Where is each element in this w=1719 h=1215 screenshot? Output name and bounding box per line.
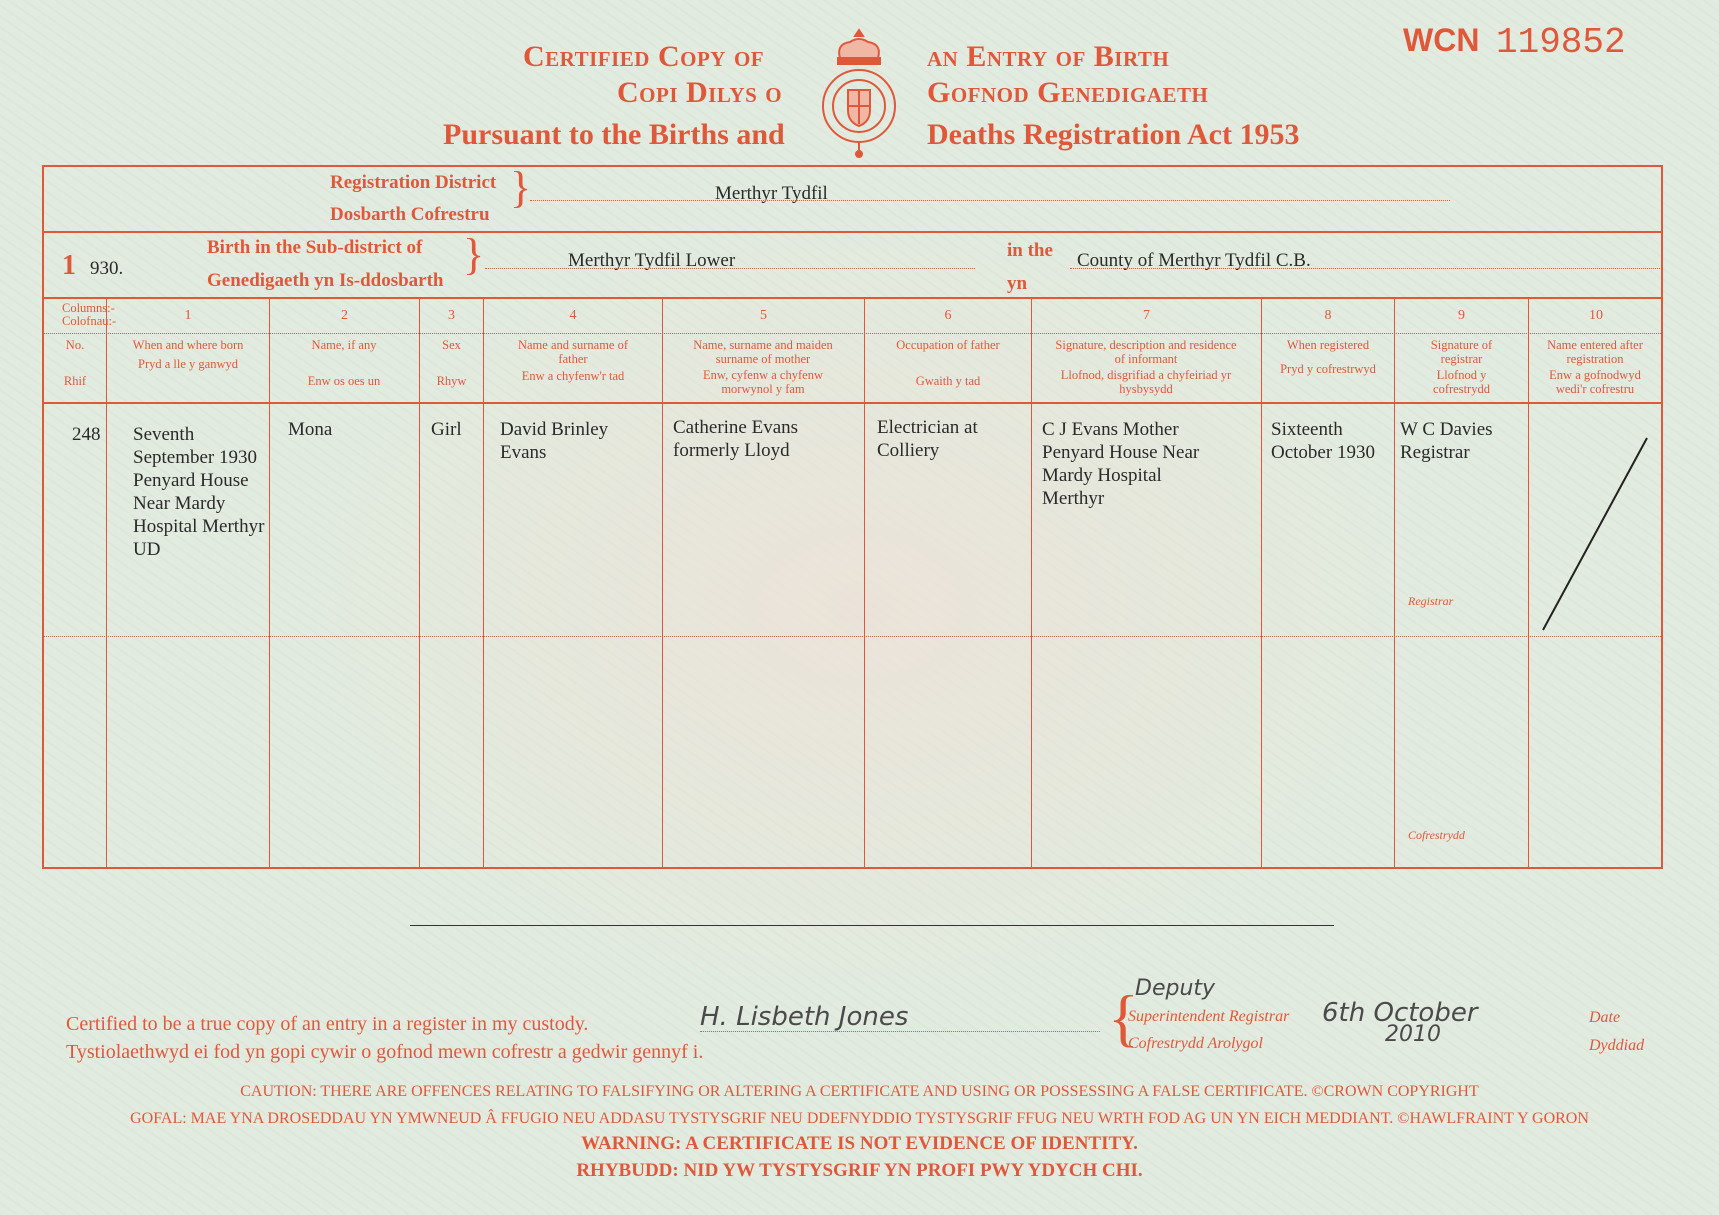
text-line: Catherine Evans (673, 417, 799, 438)
column-rule (1394, 297, 1395, 869)
text-line: Evans (500, 442, 547, 463)
text-line: Sixteenth (1271, 419, 1343, 440)
date-handwritten-1: 6th October (1322, 998, 1478, 1028)
registrar-caption-cy: Cofrestrydd (1408, 828, 1465, 842)
text-line: C J Evans Mother (1042, 419, 1179, 440)
column-number: 8 (1324, 308, 1332, 323)
column-heading (676, 338, 850, 396)
text-line: October 1930 (1271, 442, 1375, 463)
serial-prefix: WCN (1403, 22, 1480, 58)
column-heading-en: When registered (1286, 338, 1370, 352)
column-rule (269, 297, 270, 869)
column-heading-cy: Enw, cyfenw a chyfenw morwynol y fam (703, 368, 823, 396)
entry-registered (1271, 418, 1375, 464)
role-cy: Cofrestrydd Arolygol (1128, 1035, 1263, 1052)
text-line: September 1930 (133, 447, 258, 468)
entry-father (500, 418, 608, 464)
column-heading-cy: Enw os oes un (307, 374, 381, 388)
column-heading-cy: Rhif (63, 374, 87, 388)
text-line: Penyard House (133, 470, 249, 491)
column-rule (1261, 297, 1262, 869)
entry-number: 248 (72, 424, 101, 445)
brace-icon: } (463, 230, 485, 279)
text-line: David Brinley (500, 419, 609, 440)
column-heading (1410, 338, 1513, 396)
entry-informant (1042, 418, 1199, 510)
warning-cy: RHYBUDD: NID YW TYSTYSGRIF YN PROFI PWY YDYCH CHI. (576, 1160, 1143, 1181)
column-heading-cy: Pryd a lle y ganwyd (138, 357, 238, 371)
column-heading-en: When and where born (132, 338, 244, 352)
column-heading (280, 338, 408, 388)
divider (700, 1031, 1100, 1032)
text-line: Registrar (1400, 442, 1470, 463)
cancel-slash-mark (1529, 420, 1663, 640)
divider (530, 200, 1450, 201)
column-heading-cy: Llofnod y cofrestrydd (1433, 368, 1490, 396)
text-line: Merthyr (1042, 488, 1105, 509)
entry-occupation (877, 416, 978, 462)
entry-mother (673, 416, 798, 462)
year-suffix: 930. (90, 258, 124, 279)
column-heading (420, 338, 483, 388)
registrar-signature: H. Lisbeth Jones (700, 1002, 909, 1032)
column-rule (864, 297, 865, 869)
column-heading-en: Sex (442, 338, 461, 352)
column-heading-en: Name, surname and maiden surname of mother (693, 338, 833, 366)
divider (485, 268, 975, 269)
text-line: Penyard House Near (1042, 442, 1200, 463)
header-title-left-3: Pursuant to the Births and (443, 118, 785, 151)
divider (1070, 268, 1660, 269)
column-heading-en: Signature of registrar (1430, 338, 1493, 366)
text-line: Near Mardy (133, 493, 226, 514)
text-line: W C Davies (1400, 419, 1493, 440)
column-heading-cy: Pryd y cofrestrwyd (1280, 362, 1376, 376)
column-number: 10 (1589, 308, 1603, 323)
column-number: 6 (944, 308, 952, 323)
signature-rule (410, 925, 1334, 926)
brace-icon: { (1108, 982, 1139, 1053)
subdistrict-label-cy: Genedigaeth yn Is-ddosbarth (207, 270, 444, 291)
royal-coat-of-arms-icon (818, 28, 900, 158)
header-title-right-3: Deaths Registration Act 1953 (927, 118, 1300, 151)
entry-name: Mona (288, 419, 333, 440)
column-rule (662, 297, 663, 869)
certification-text-en: Certified to be a true copy of an entry in a register in my custody. (66, 1013, 589, 1035)
serial-number: 119852 (1496, 22, 1626, 63)
column-heading (130, 338, 246, 371)
column-number: 9 (1458, 308, 1465, 323)
column-heading-no (44, 338, 106, 388)
role-en: Superintendent Registrar (1128, 1008, 1290, 1025)
column-number: 3 (448, 308, 455, 323)
column-number: 2 (341, 308, 348, 323)
entry-when-where (133, 423, 264, 561)
columns-label-cy: Colofnau:- (62, 314, 117, 328)
district-label-cy: Dosbarth Cofrestru (330, 204, 490, 225)
date-label-en: Date (1589, 1009, 1621, 1026)
column-number: 1 (184, 308, 192, 323)
deputy-annotation: Deputy (1135, 976, 1216, 1001)
column-rule (483, 297, 484, 869)
brace-icon: } (510, 163, 532, 212)
text-line: Mardy Hospital (1042, 465, 1162, 486)
caution-cy: GOFAL: MAE YNA DROSEDDAU YN YMWNEUD Â FFUGIO NEU ADDASU TYSTYSGRIF NEU DDEFNYDDIO TYSTYSGRIF FFUG NEU WRTH FOD AG UN YN EICH MEDDIANT. ©HAWLFRAINT Y GORON (130, 1110, 1589, 1127)
text-line: Hospital Merthyr (133, 516, 265, 537)
header-title-right-2: Gofnod Genedigaeth (927, 76, 1209, 109)
column-number: 5 (760, 308, 767, 323)
divider (42, 333, 1663, 334)
column-heading-en: Occupation of father (896, 338, 1000, 352)
divider (42, 297, 1663, 299)
column-heading (1272, 338, 1384, 376)
caution-en: CAUTION: THERE ARE OFFENCES RELATING TO FALSIFYING OR ALTERING A CERTIFICATE AND USING OR POSSESSING A FALSE CERTIFICATE. ©CROWN COPYRIGHT (240, 1083, 1479, 1100)
column-rule (1031, 297, 1032, 869)
text-line: formerly Lloyd (673, 440, 790, 461)
subdistrict-value: Merthyr Tydfil Lower (568, 250, 736, 271)
column-heading-cy: Rhyw (436, 374, 467, 388)
year-prefix: 1 (62, 250, 76, 281)
column-heading (1538, 338, 1652, 396)
date-label-cy: Dyddiad (1589, 1037, 1645, 1054)
column-heading-cy: Llofnod, disgrifiad a chyfeiriad yr hysbysydd (1060, 368, 1232, 396)
column-heading (875, 338, 1021, 388)
certification-text-cy: Tystiolaethwyd ei fod yn gopi cywir o gofnod mewn cofrestr a gedwir gennyf i. (66, 1041, 704, 1063)
header-title-right-1: an Entry of Birth (927, 40, 1170, 73)
text-line: UD (133, 539, 161, 560)
entry-registrar (1400, 418, 1493, 464)
registrar-caption: Registrar (1408, 594, 1454, 608)
header-title-left-1: Certified Copy of (523, 40, 765, 73)
column-heading-cy: Enw a gofnodwyd wedi'r cofrestru (1549, 368, 1641, 396)
column-heading-en: Name and surname of father (517, 338, 629, 366)
header-title-left-2: Copi Dilys o (617, 76, 783, 109)
in-the-label-en: in the (1007, 240, 1053, 261)
column-heading (1050, 338, 1242, 396)
divider (42, 231, 1663, 233)
column-heading-cy: Gwaith y tad (915, 374, 981, 388)
column-heading-en: Name entered after registration (1547, 338, 1643, 366)
county-value: County of Merthyr Tydfil C.B. (1077, 250, 1311, 271)
district-label-en: Registration District (330, 172, 497, 193)
warning-en: WARNING: A CERTIFICATE IS NOT EVIDENCE OF IDENTITY. (581, 1133, 1138, 1154)
date-handwritten-2: 2010 (1385, 1022, 1441, 1047)
column-heading-en: Signature, description and residence of informant (1055, 338, 1237, 366)
column-heading-en: No. (65, 338, 85, 352)
column-number: 7 (1143, 308, 1150, 323)
column-heading (508, 338, 638, 383)
column-number: 4 (569, 308, 577, 323)
divider (42, 402, 1663, 404)
in-the-label-cy: yn (1007, 273, 1028, 294)
text-line: Colliery (877, 440, 940, 461)
columns-label-en: Columns:- (62, 301, 115, 315)
text-line: Seventh (133, 424, 195, 445)
column-rule (106, 297, 107, 869)
column-heading-en: Name, if any (311, 338, 377, 352)
district-value: Merthyr Tydfil (715, 183, 828, 204)
divider (42, 636, 1663, 637)
column-heading-cy: Enw a chyfenw'r tad (521, 369, 625, 383)
subdistrict-label-en: Birth in the Sub-district of (207, 237, 423, 258)
entry-sex: Girl (431, 419, 462, 440)
text-line: Electrician at (877, 417, 978, 438)
